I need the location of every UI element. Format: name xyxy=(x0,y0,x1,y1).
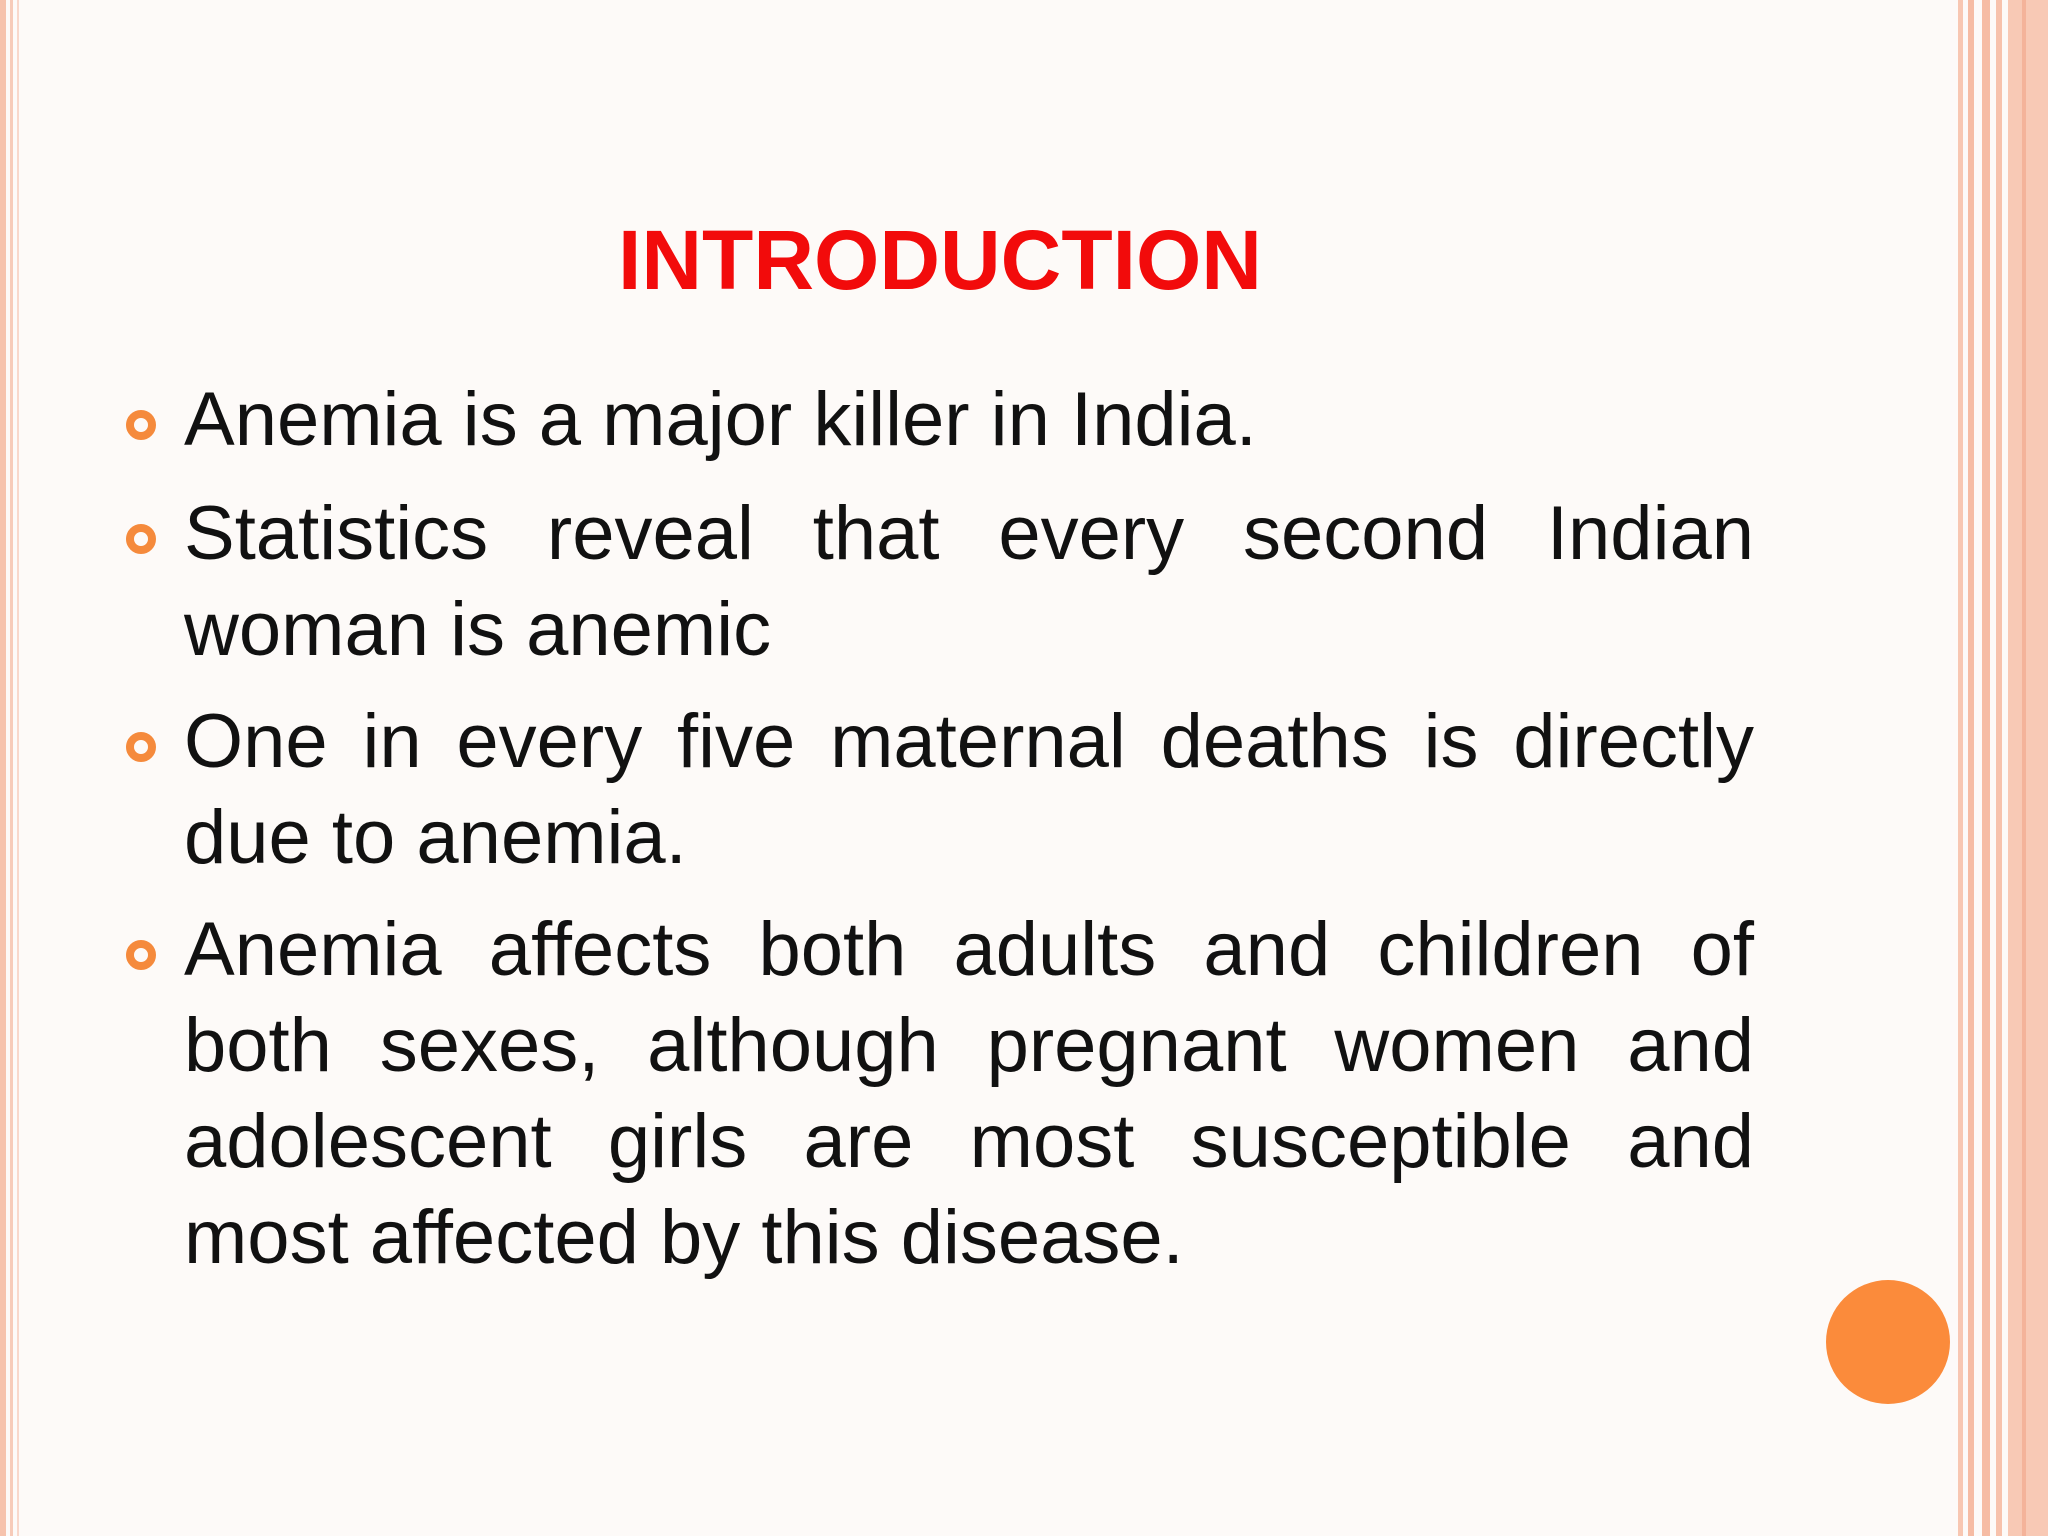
bullet-item: Anemia is a major killer in India. xyxy=(184,377,1257,462)
bullet-circle-icon xyxy=(126,524,156,554)
bullet-item: One in every five maternal deaths is directly due to anemia. xyxy=(184,699,1754,880)
slide-title: INTRODUCTION xyxy=(618,213,1262,307)
bullet-circle-icon xyxy=(126,732,156,762)
bullet-item: Anemia affects both adults and children of both sexes, although pregnant women and adolescent girls are most susceptible and most affected by this disease. xyxy=(184,907,1754,1280)
bullet-item: Statistics reveal that every second Indian woman is anemic xyxy=(184,491,1754,672)
bullet-circle-icon xyxy=(126,410,156,440)
decorative-circle xyxy=(1826,1280,1950,1404)
bullet-circle-icon xyxy=(126,940,156,970)
